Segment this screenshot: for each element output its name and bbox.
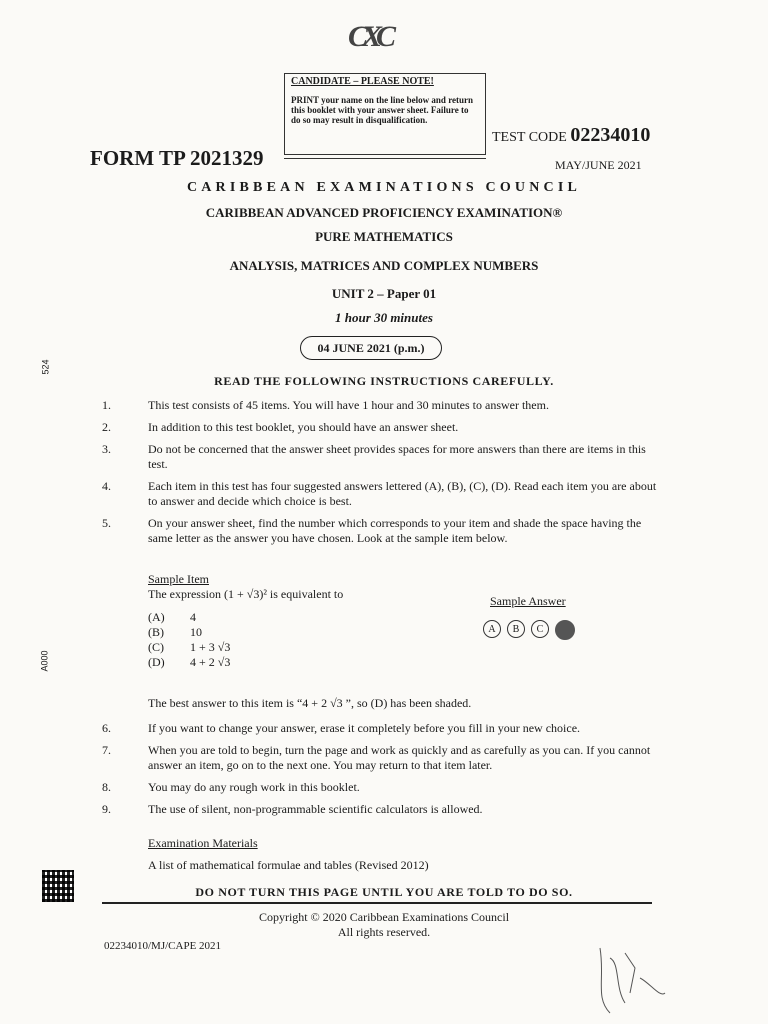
- instruction-item: [102, 721, 662, 736]
- option-text: 10: [190, 625, 202, 639]
- sample-explanation: The best answer to this item is “4 + 2 √3 ”, so (D) has been shaded.: [148, 696, 472, 710]
- exam-name: CARIBBEAN ADVANCED PROFICIENCY EXAMINATION®: [205, 205, 563, 220]
- session: MAY/JUNE 2021: [555, 158, 642, 172]
- sample-options: [148, 610, 648, 670]
- item-text: The use of silent, non-programmable scientific calculators is allowed.: [148, 802, 483, 816]
- sample-answer-bubbles: [483, 620, 575, 640]
- materials-heading: Examination Materials: [148, 836, 258, 850]
- item-number: 2.: [102, 420, 111, 434]
- item-text: In addition to this test booklet, you should have an answer sheet.: [148, 420, 459, 434]
- item-text: On your answer sheet, find the number which corresponds to your item and shade the space having the same letter as the answer you have chosen. Look at the sample item below.: [148, 516, 642, 545]
- item-text: Each item in this test has four suggested answers lettered (A), (B), (C), (D). Read each item you are about to answer and decide which choice is best.: [148, 479, 657, 508]
- item-number: 3.: [102, 442, 111, 456]
- item-number: 8.: [102, 780, 111, 794]
- do-not-turn-warning: DO NOT TURN THIS PAGE UNTIL YOU ARE TOLD TO DO SO.: [195, 885, 573, 899]
- side-mark-top: 524: [40, 359, 51, 375]
- item-number: 4.: [102, 479, 111, 493]
- exam-date: 04 JUNE 2021 (p.m.): [300, 336, 442, 360]
- copyright-block: [0, 910, 768, 940]
- option-letter: (B): [148, 625, 164, 639]
- test-code: [492, 124, 650, 147]
- cxc-logo: CXC: [348, 20, 391, 53]
- instruction-item: [102, 780, 662, 795]
- instructions-list: [102, 398, 662, 553]
- sample-answer-heading: Sample Answer: [490, 594, 566, 608]
- option-letter: (A): [148, 610, 165, 624]
- item-text: Do not be concerned that the answer sheet provides spaces for more answers than there are items in this test.: [148, 442, 646, 471]
- subject: PURE MATHEMATICS: [315, 229, 453, 244]
- bubble-b: B: [507, 620, 525, 638]
- council-name: CARIBBEAN EXAMINATIONS COUNCIL: [186, 180, 582, 195]
- bubble-d-shaded: [555, 620, 575, 640]
- materials-text: A list of mathematical formulae and tables (Revised 2012): [148, 858, 429, 872]
- option-letter: (D): [148, 655, 165, 669]
- test-code-value: 02234010: [570, 124, 651, 146]
- copyright: Copyright © 2020 Caribbean Examinations Council: [258, 910, 510, 924]
- notice-heading: CANDIDATE – PLEASE NOTE!: [291, 76, 434, 87]
- bubble-c: C: [531, 620, 549, 638]
- bubble-a: A: [483, 620, 501, 638]
- footer-code: 02234010/MJ/CAPE 2021: [104, 940, 222, 952]
- item-text: When you are told to begin, turn the page and work as quickly and as carefully as you can. If you cannot answer an item, go on to the next one. You may return to that item later.: [148, 743, 651, 772]
- option-text: 1 + 3 √3: [190, 640, 231, 654]
- handwritten-scribble-icon: [580, 938, 670, 1018]
- item-number: 9.: [102, 802, 111, 816]
- item-text: If you want to change your answer, erase it completely before you fill in your new choice.: [148, 721, 581, 735]
- instruction-item: [102, 442, 662, 472]
- item-text: You may do any rough work in this booklet.: [148, 780, 360, 794]
- candidate-notice-box: [284, 73, 486, 155]
- sample-option: [148, 640, 648, 655]
- instructions-list-continued: [102, 721, 662, 824]
- instruction-item: [102, 516, 662, 546]
- test-code-label: TEST CODE: [492, 130, 567, 145]
- item-number: 5.: [102, 516, 111, 530]
- notice-body: PRINT your name on the line below and return this booklet with your answer sheet. Failure to do so may result in disqualification.: [291, 95, 474, 125]
- option-text: 4: [190, 610, 196, 624]
- instruction-item: [102, 398, 662, 413]
- sample-question: The expression (1 + √3)² is equivalent to: [148, 587, 344, 601]
- item-number: 6.: [102, 721, 111, 735]
- duration: 1 hour 30 minutes: [335, 310, 433, 325]
- item-number: 1.: [102, 398, 111, 412]
- instruction-item: [102, 420, 662, 435]
- item-text: This test consists of 45 items. You will have 1 hour and 30 minutes to answer them.: [148, 398, 549, 412]
- sample-option: [148, 655, 648, 670]
- unit: UNIT 2 – Paper 01: [331, 286, 437, 301]
- sample-heading: Sample Item: [148, 572, 209, 586]
- option-text: 4 + 2 √3: [190, 655, 231, 669]
- option-letter: (C): [148, 640, 164, 654]
- form-number: FORM TP 2021329: [90, 146, 264, 170]
- instruction-item: [102, 802, 662, 817]
- rights: All rights reserved.: [337, 925, 431, 939]
- divider-rule: [102, 902, 652, 904]
- instruction-item: [102, 479, 662, 509]
- side-mark-bottom: A000: [39, 650, 50, 672]
- instruction-item: [102, 743, 662, 773]
- item-number: 7.: [102, 743, 111, 757]
- candidate-name-line: [284, 158, 486, 159]
- paper-title: ANALYSIS, MATRICES AND COMPLEX NUMBERS: [229, 258, 539, 273]
- instructions-heading: READ THE FOLLOWING INSTRUCTIONS CAREFULLY.: [214, 374, 554, 388]
